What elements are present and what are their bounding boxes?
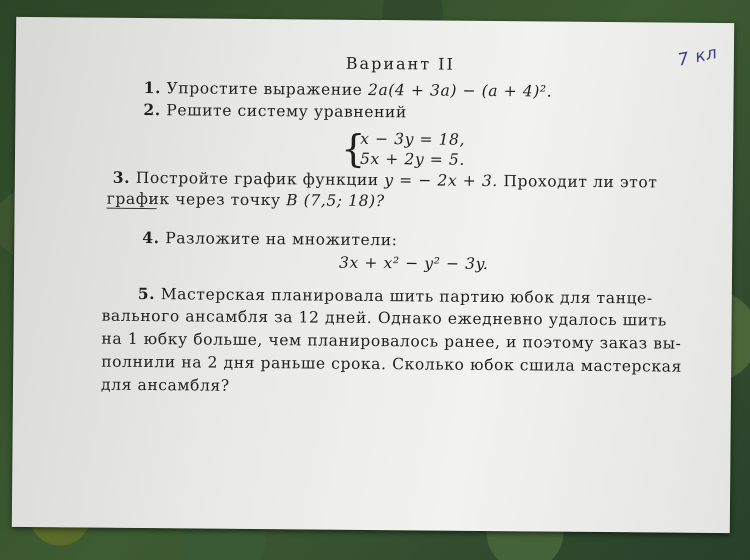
task-5-line-3: на 1 юбку больше, чем планировалось ранее, и поэтому заказ вы-: [101, 329, 682, 353]
handwritten-grade-note: 7 кл: [676, 43, 720, 71]
task-5-line-1: [138, 284, 653, 307]
task-1: [144, 78, 553, 101]
task-2: [143, 100, 407, 121]
task-5-text-1: Мастерская планировала шить партию юбок для танце-: [160, 285, 653, 308]
task-3-text-2: график через точку: [106, 189, 281, 210]
task-5-number: 5.: [137, 283, 156, 304]
task-2-text: Решите систему уравнений: [166, 101, 407, 122]
task-4: [142, 228, 397, 249]
task-2-equation-2: 5x + 2y = 5.: [359, 149, 465, 169]
task-3-number: 3.: [112, 167, 131, 187]
task-4-expression: 3x + x² − y² − 3y.: [339, 253, 489, 274]
system-brace: {: [340, 126, 366, 171]
task-3-line-1: [113, 168, 658, 192]
task-4-number: 4.: [142, 227, 160, 248]
task-3-point: B (7,5; 18)?: [286, 191, 385, 211]
task-2-equation-1: x − 3y = 18,: [360, 129, 466, 149]
task-1-expression: 2a(4 + 3a) − (a + 4)².: [367, 80, 553, 101]
variant-title: Вариант II: [345, 53, 455, 74]
task-5-line-5: для ансамбля?: [100, 375, 230, 395]
worksheet-paper: [12, 17, 734, 533]
task-2-number: 2.: [143, 99, 161, 120]
task-3-text: Постройте график функции: [135, 168, 379, 190]
task-3-question: Проходит ли этот: [503, 172, 658, 192]
separator-line: [107, 208, 157, 209]
task-5-line-4: полнили на 2 дня раньше срока. Сколько юбок сшила мастерская: [101, 352, 682, 376]
task-1-text: Упростите выражение: [166, 79, 363, 99]
task-3-function: y = − 2x + 3.: [384, 171, 498, 191]
task-5-line-2: вального ансамбля за 12 дней. Однако ежедневно удалось шить: [101, 306, 667, 330]
task-1-number: 1.: [143, 77, 162, 98]
task-3-line-2: [107, 190, 385, 210]
task-4-text: Разложите на множители:: [165, 229, 398, 250]
